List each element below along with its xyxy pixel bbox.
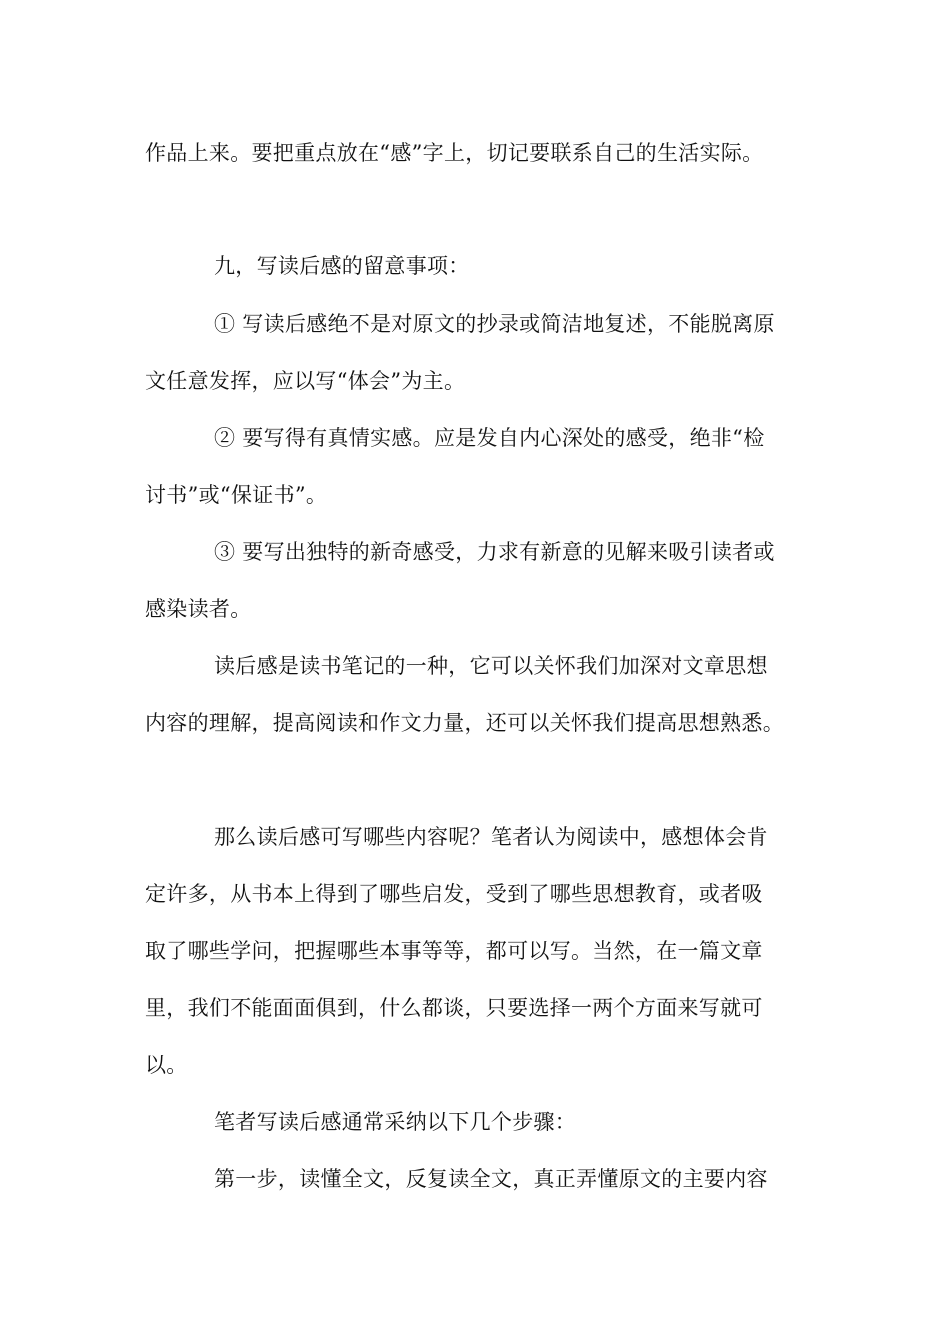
text-line: ① 写读后感绝不是对原文的抄录或简洁地复述，不能脱离原	[214, 312, 775, 336]
section-heading: 九，写读后感的留意事项：	[214, 254, 470, 278]
text-line: ③ 要写出独特的新奇感受，力求有新意的见解来吸引读者或	[214, 540, 775, 564]
text-line: 作品上来。要把重点放在“感”字上，切记要联系自己的生活实际。	[145, 141, 764, 165]
text-line: 文任意发挥，应以写“体会”为主。	[145, 369, 466, 393]
text-line: 取了哪些学问，把握哪些本事等等，都可以写。当然，在一篇文章	[145, 939, 763, 963]
text-line: 第一步，读懂全文，反复读全文，真正弄懂原文的主要内容	[214, 1167, 768, 1191]
text-line: 笔者写读后感通常采纳以下几个步骤：	[214, 1110, 577, 1134]
text-line: 里，我们不能面面俱到，什么都谈，只要选择一两个方面来写就可	[145, 996, 763, 1020]
text-line: ② 要写得有真情实感。应是发自内心深处的感受，绝非“检	[214, 426, 765, 450]
text-line: 感染读者。	[145, 597, 252, 621]
text-line: 读后感是读书笔记的一种，它可以关怀我们加深对文章思想	[214, 654, 768, 678]
text-line: 讨书”或“保证书”。	[145, 483, 328, 507]
text-line: 内容的理解，提高阅读和作文力量，还可以关怀我们提高思想熟悉。	[145, 711, 784, 735]
text-line: 定许多，从书本上得到了哪些启发，受到了哪些思想教育，或者吸	[145, 882, 763, 906]
text-line: 那么读后感可写哪些内容呢？笔者认为阅读中，感想体会肯	[214, 825, 768, 849]
text-line: 以。	[145, 1053, 188, 1077]
